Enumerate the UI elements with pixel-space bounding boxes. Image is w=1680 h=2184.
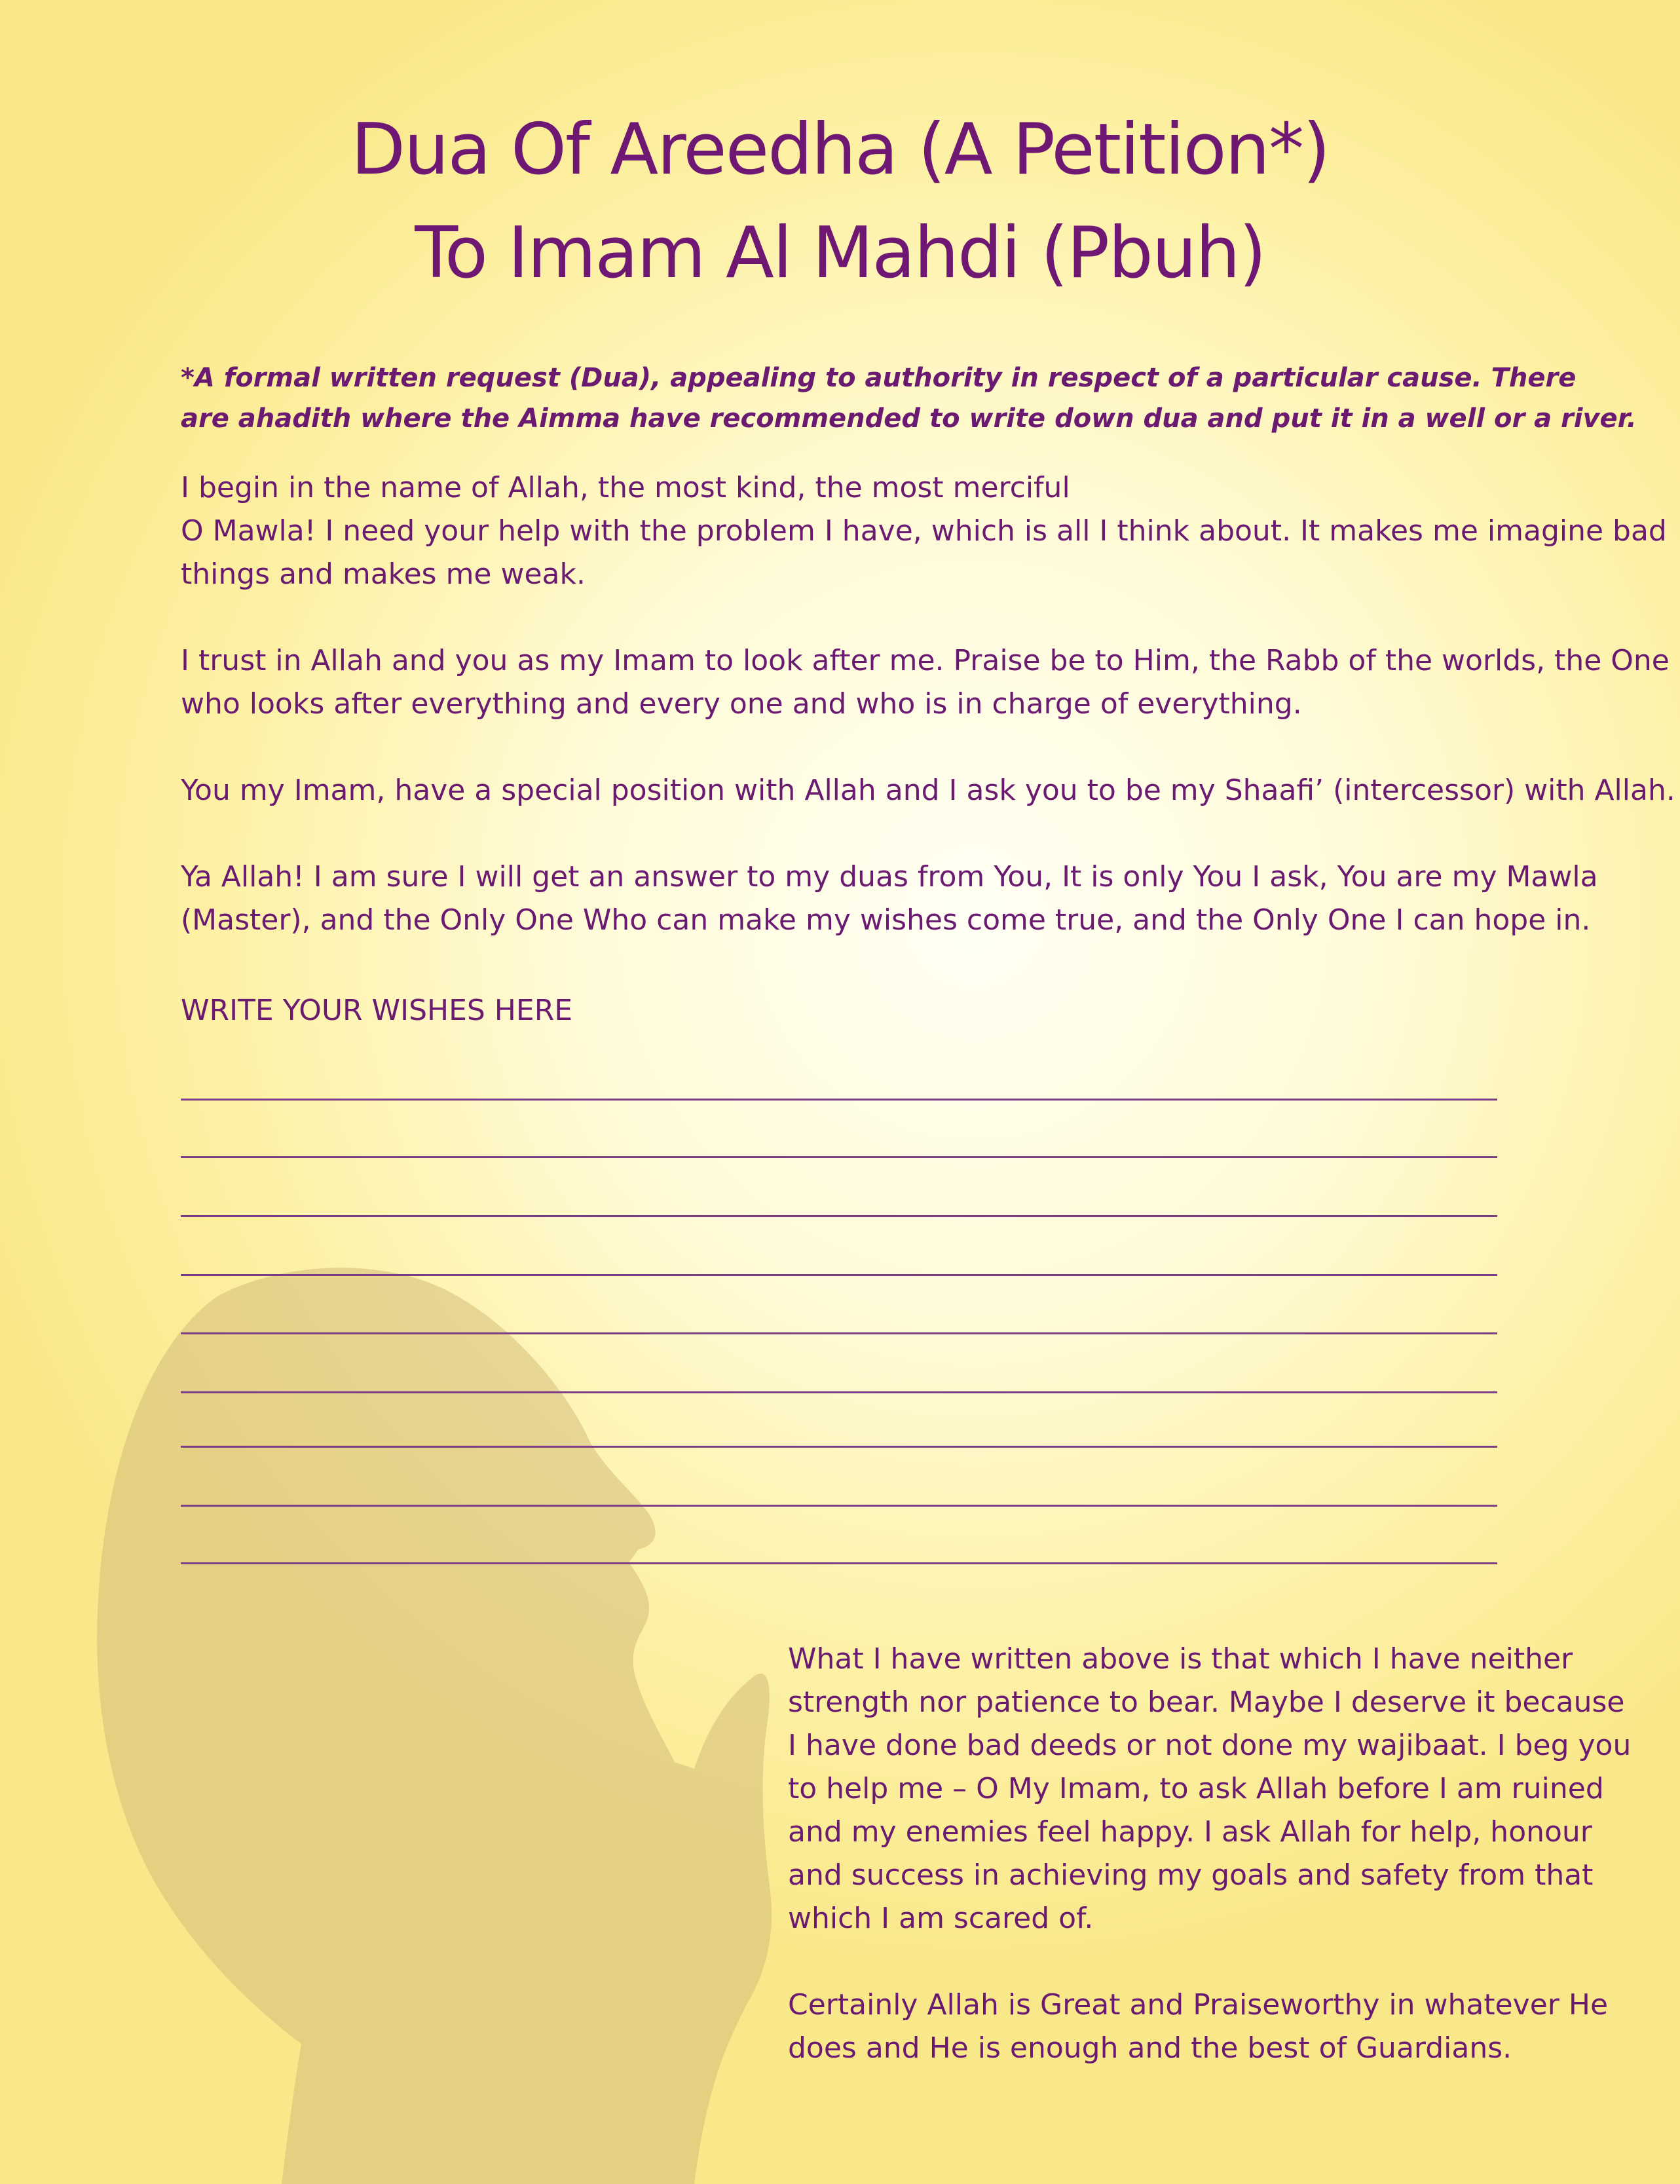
writing-line[interactable] — [181, 1505, 1497, 1507]
closing-p1-line-5: and my enemies feel happy. I ask Allah for help, honour — [788, 1815, 1592, 1849]
footnote-line-2: are ahadith where the Aimma have recommended to write down dua and put it in a well or a river. — [181, 404, 1637, 434]
closing-p1-line-6: and success in achieving my goals and safety from that — [788, 1858, 1594, 1892]
writing-line[interactable] — [181, 1391, 1497, 1393]
closing-p1-line-2: strength nor patience to bear. Maybe I deserve it because — [788, 1685, 1625, 1719]
writing-line[interactable] — [181, 1215, 1497, 1217]
write-wishes-prompt: WRITE YOUR WISHES HERE — [181, 994, 573, 1027]
title-line-1: Dua Of Areedha (A Petition*) — [350, 109, 1330, 191]
writing-line[interactable] — [181, 1274, 1497, 1276]
closing-text — [788, 1638, 1632, 2070]
closing-p1-line-7: which I am scared of. — [788, 1902, 1094, 1935]
footnote — [181, 358, 1637, 439]
closing-p1-line-4: to help me – O My Imam, to ask Allah before I am ruined — [788, 1772, 1604, 1805]
body-p1-line-2: O Mawla! I need your help with the problem I have, which is all I think about. It makes me imagine bad — [181, 514, 1667, 548]
dua-body — [181, 466, 1675, 942]
body-p1-line-1: I begin in the name of Allah, the most kind, the most merciful — [181, 471, 1070, 504]
writing-line[interactable] — [181, 1156, 1497, 1158]
closing-p1-line-3: I have done bad deeds or not done my wajibaat. I beg you — [788, 1729, 1632, 1762]
closing-p2-line-2: does and He is enough and the best of Guardians. — [788, 2031, 1512, 2065]
closing-p1-line-1: What I have written above is that which I have neither — [788, 1642, 1573, 1676]
writing-line[interactable] — [181, 1446, 1497, 1448]
body-p2-line-1: I trust in Allah and you as my Imam to look after me. Praise be to Him, the Rabb of the worlds, the One — [181, 644, 1670, 677]
body-p3-line-1: You my Imam, have a special position with Allah and I ask you to be my Shaafi’ (intercessor) with Allah. — [181, 774, 1675, 807]
body-p1-line-3: things and makes me weak. — [181, 557, 586, 591]
page-title — [0, 98, 1680, 305]
body-p4-line-2: (Master), and the Only One Who can make my wishes come true, and the Only One I can hope in. — [181, 903, 1591, 937]
body-p2-line-2: who looks after everything and every one and who is in charge of everything. — [181, 687, 1302, 721]
body-p4-line-1: Ya Allah! I am sure I will get an answer to my duas from You, It is only You I ask, You are my Mawla — [181, 860, 1598, 894]
writing-line[interactable] — [181, 1332, 1497, 1334]
footnote-line-1: *A formal written request (Dua), appealing to authority in respect of a particular cause. There — [181, 363, 1577, 393]
writing-line[interactable] — [181, 1562, 1497, 1564]
writing-line[interactable] — [181, 1099, 1497, 1101]
title-line-2: To Imam Al Mahdi (Pbuh) — [415, 212, 1265, 294]
closing-p2-line-1: Certainly Allah is Great and Praiseworthy in whatever He — [788, 1988, 1609, 2022]
